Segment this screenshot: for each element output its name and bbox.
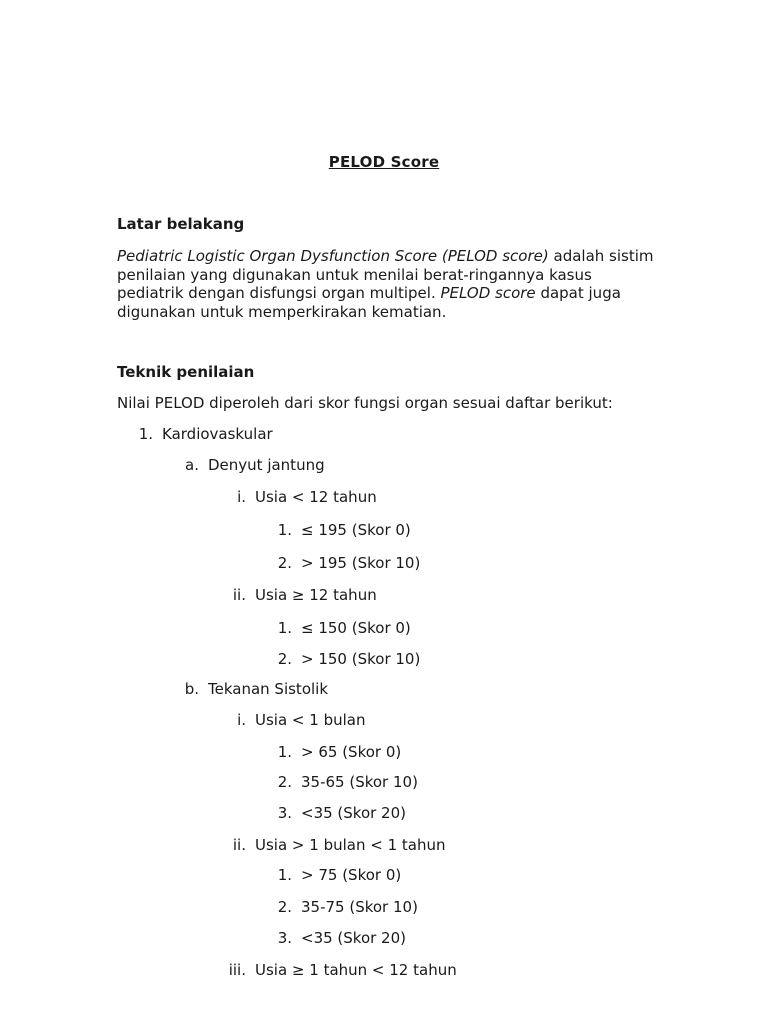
para-italic-term-2: PELOD score bbox=[440, 284, 536, 302]
list-item-text: <35 (Skor 20) bbox=[301, 804, 406, 822]
list-item-text: 35-65 (Skor 10) bbox=[301, 773, 418, 791]
section-heading-technique: Teknik penilaian bbox=[117, 363, 255, 381]
list-marker: b. bbox=[184, 680, 199, 698]
list-marker: 1. bbox=[277, 619, 292, 637]
list-marker: ii. bbox=[232, 836, 246, 854]
list-marker: 3. bbox=[277, 804, 292, 822]
list-marker: 1. bbox=[138, 425, 153, 443]
list-item-text: 35-75 (Skor 10) bbox=[301, 898, 418, 916]
list-marker: 2. bbox=[277, 650, 292, 668]
list-item-text: Usia < 1 bulan bbox=[255, 711, 366, 729]
list-marker: i. bbox=[237, 488, 246, 506]
list-item-text: Tekanan Sistolik bbox=[208, 680, 329, 698]
list-marker: 1. bbox=[277, 743, 292, 761]
list-item-text: > 195 (Skor 10) bbox=[301, 554, 421, 572]
list-marker: i. bbox=[237, 711, 246, 729]
list-item-text: Usia ≥ 1 tahun < 12 tahun bbox=[255, 961, 457, 979]
list-marker: 3. bbox=[277, 929, 292, 947]
background-paragraph bbox=[117, 247, 657, 321]
list-item-text: <35 (Skor 20) bbox=[301, 929, 406, 947]
list-marker: 2. bbox=[277, 554, 292, 572]
list-marker: 1. bbox=[277, 521, 292, 539]
list-marker: a. bbox=[185, 456, 199, 474]
para-italic-term-1: Pediatric Logistic Organ Dysfunction Score (PELOD score) bbox=[117, 247, 549, 265]
list-item-text: > 150 (Skor 10) bbox=[301, 650, 421, 668]
para-text-1: adalah sistim penilaian yang digunakan untuk menilai berat-ringannya kasus pediatrik dengan disfungsi organ multipel. bbox=[117, 247, 654, 302]
list-item-text: Usia > 1 bulan < 1 tahun bbox=[255, 836, 446, 854]
list-item-text: ≤ 195 (Skor 0) bbox=[301, 521, 411, 539]
para-text-2: dapat juga digunakan untuk memperkirakan kematian. bbox=[117, 284, 621, 321]
list-item-text: Kardiovaskular bbox=[162, 425, 273, 443]
list-marker: 1. bbox=[277, 866, 292, 884]
list-marker: 2. bbox=[277, 773, 292, 791]
technique-intro: Nilai PELOD diperoleh dari skor fungsi organ sesuai daftar berikut: bbox=[117, 394, 613, 412]
list-item-text: ≤ 150 (Skor 0) bbox=[301, 619, 411, 637]
list-item-text: Denyut jantung bbox=[208, 456, 325, 474]
section-heading-background: Latar belakang bbox=[117, 215, 245, 233]
list-marker: iii. bbox=[228, 961, 246, 979]
list-marker: ii. bbox=[232, 586, 246, 604]
list-item-text: > 75 (Skor 0) bbox=[301, 866, 402, 884]
list-item-text: > 65 (Skor 0) bbox=[301, 743, 402, 761]
list-item-text: Usia ≥ 12 tahun bbox=[255, 586, 377, 604]
list-item-text: Usia < 12 tahun bbox=[255, 488, 377, 506]
page-title: PELOD Score bbox=[328, 153, 440, 171]
list-marker: 2. bbox=[277, 898, 292, 916]
